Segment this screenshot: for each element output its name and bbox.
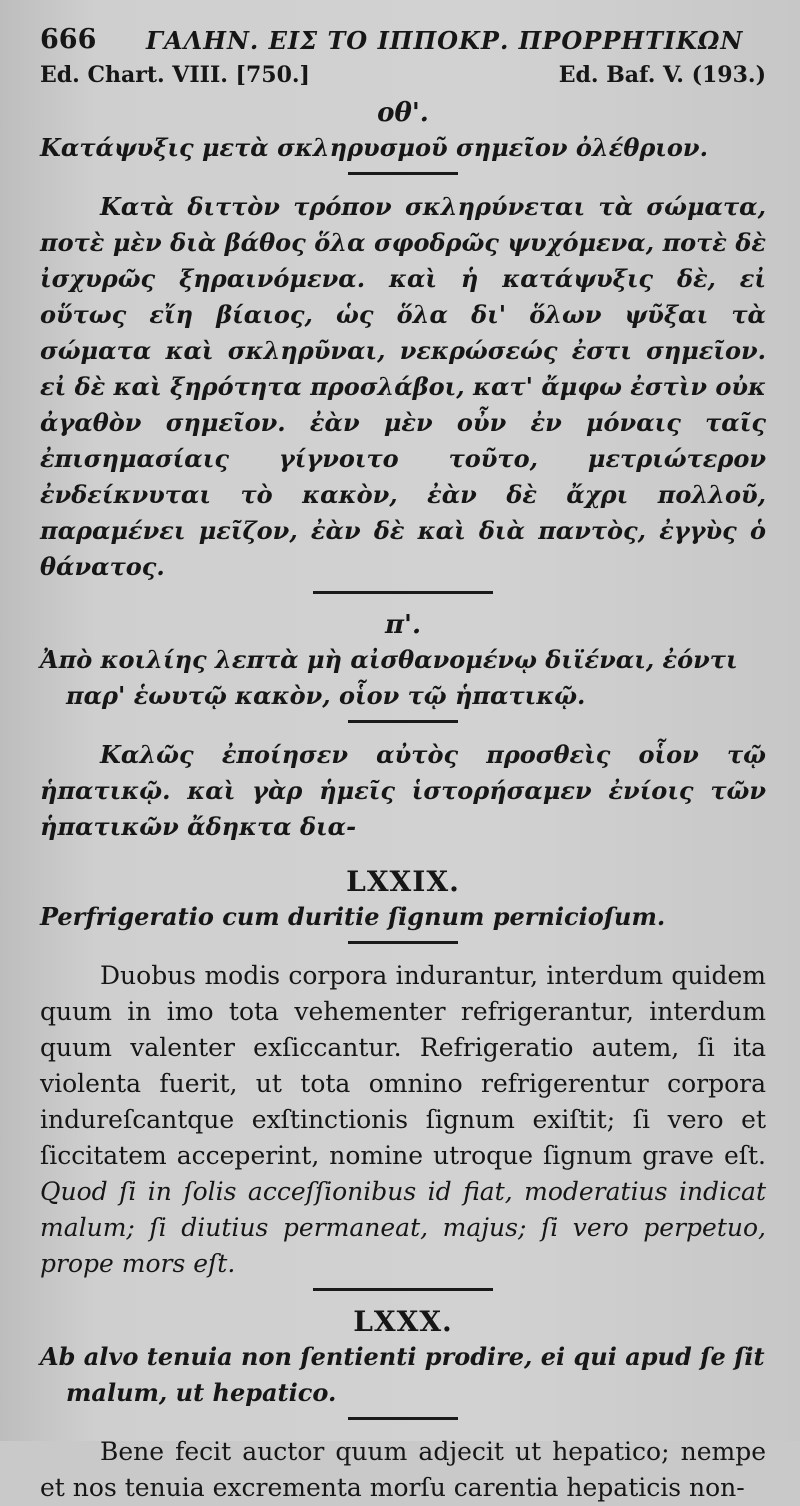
latin-commentary-79-plain: Duobus modis corpora indurantur, interdum quidem quum in imo tota vehementer refrigerantur, interdum quum valenter exſiccantur. Refrigeratio autem, ſi ita violenta fuerit, ut tota omnino refrigerentur corpora indureſcantque exſtinctionis ſignum exiſtit; ſi vero et ſiccitatem acceperint, nomine utroque ſignum grave eſt. [40,961,766,1170]
latin-section-80-number: LXXX. [353,1305,453,1338]
greek-commentary-80: Καλῶς ἐποίησεν αὐτὸς προσθεὶς οἷον τῷ ἡπατικῷ. καὶ γὰρ ἡμεῖς ἱστορήσαμεν ἐνίοις τῶν ἡπατικῶν ἄδηκτα δια- [40,740,766,841]
edition-basel: Ed. Baf. V. (193.) [558,62,766,88]
greek-aphorism-80: Ἀπὸ κοιλίης λεπτὰ μὴ αἰσθανομένῳ διϊέναι, ἐόντι παρ' ἑωυτῷ κακὸν, οἷον τῷ ἡπατικῷ. [40,645,738,710]
latin-section-79-number: LXXIX. [346,865,460,898]
section-divider [348,941,458,944]
edition-chartier: Ed. Chart. VIII. [750.] [40,62,310,88]
section-divider [348,1417,458,1420]
section-divider [348,720,458,723]
page-number: 666 [40,24,97,55]
greek-aphorism-79: Κατάψυξις μετὰ σκληρυσμοῦ σημεῖον ὀλέθριον. [40,133,708,162]
greek-section-79-number: οθ'. [377,98,429,128]
latin-aphorism-80: Ab alvo tenuia non ſentienti prodire, ei qui apud ſe ſit malum, ut hepatico. [40,1342,765,1407]
latin-commentary-79-italic: Quod ſi in ſolis acceſſionibus id fiat, moderatius indicat malum; ſi diutius permaneat, majus; ſi vero perpetuo, prope mors eſt. [40,1177,766,1278]
latin-commentary-79 [40,958,766,1282]
running-title: ΓΑΛΗΝ. ΕΙΣ ΤΟ ΙΠΠΟΚΡ. ΠΡΟΡΡΗΤΙΚΩΝ [146,26,744,55]
latin-aphorism-79: Perfrigeratio cum duritie ſignum pernicioſum. [40,902,666,931]
latin-commentary-80: Bene fecit auctor quum adjecit ut hepatico; nempe et nos tenuia excrementa morſu carentia hepaticis non- [40,1437,766,1502]
section-divider [313,591,493,594]
section-divider [313,1288,493,1291]
section-divider [348,172,458,175]
greek-commentary-79: Κατὰ διττὸν τρόπον σκληρύνεται τὰ σώματα, ποτὲ μὲν διὰ βάθος ὅλα σφοδρῶς ψυχόμενα, ποτὲ δὲ ἰσχυρῶς ξηραινόμενα. καὶ ἡ κατάψυξις δὲ, εἰ οὕτως εἴη βίαιος, ὡς ὅλα δι' ὅλων ψῦξαι τὰ σώματα καὶ σκληρῦναι, νεκρώσεώς ἐστι σημεῖον. εἰ δὲ καὶ ξηρότητα προσλάβοι, κατ' ἄμφω ἐστὶν οὐκ ἀγαθὸν σημεῖον. ἐὰν μὲν οὖν ἐν μόναις ταῖς ἐπισημασίαις γίγνοιτο τοῦτο, μετριώτερον ἐνδείκνυται τὸ κακὸν, ἐὰν δὲ ἄχρι πολλοῦ, παραμένει μεῖζον, ἐὰν δὲ καὶ διὰ παντὸς, ἐγγὺς ὁ θάνατος. [40,192,766,581]
greek-section-80-number: π'. [384,610,422,640]
running-head [40,24,766,62]
edition-line [40,62,766,96]
